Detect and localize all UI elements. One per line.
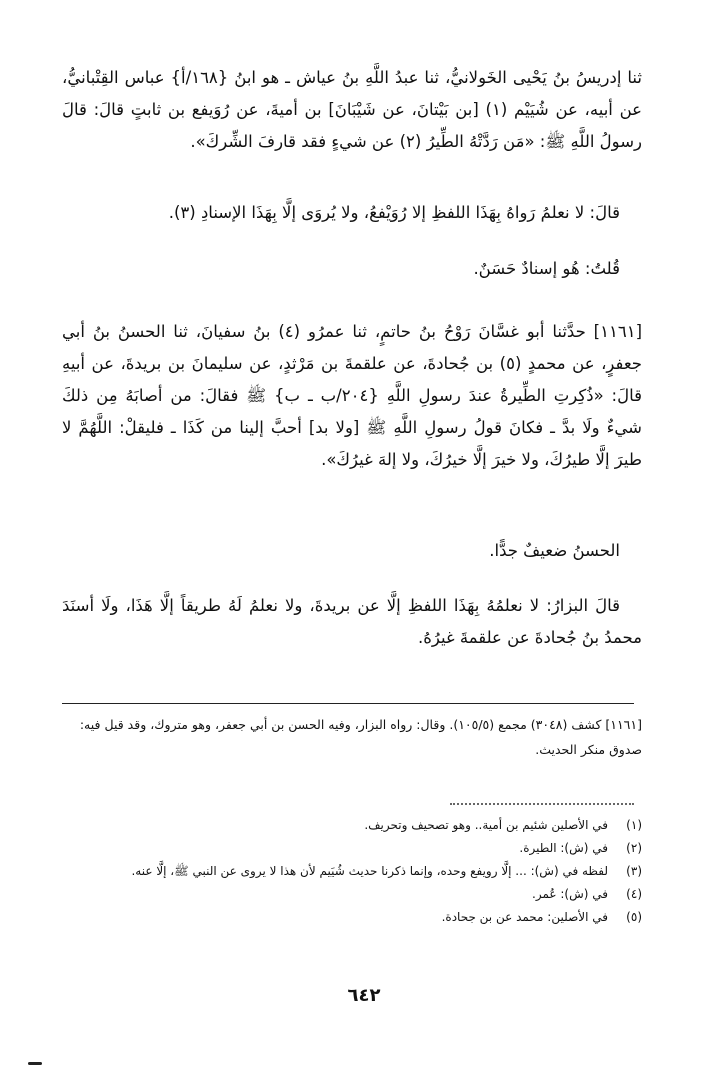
footnote-number: (٥) [626, 910, 642, 924]
author-grading-1 [62, 253, 642, 285]
footnote-number: (٣) [626, 864, 642, 878]
hadith-1161-text: [١١٦١] حدَّثنا أبو غسَّانَ رَوْحُ بنُ حاتمٍ، ثنا عمرُو (٤) بنُ سفيانَ، ثنا الحسنُ بنُ أبي جعفرٍ، عن محمدٍ (٥) بن جُحادةَ، عن علقمةَ بن مَرْثدٍ، عن سليمانَ بن بريدةَ، عن أبيهِ قالَ: «ذُكِرتِ الطِّيرةُ عندَ رسولِ اللَّهِ {٢٠٤/ب ـ ب} ﷺ فقالَ: من أصابَهُ مِن ذلكَ شيءٌ ولَا بدَّ ـ فكانَ قولُ رسولِ اللَّهِ ﷺ [ولا بد] أحبَّ إلينا من كَذَا ـ فليقلْ: اللَّهُمَّ لا طيرَ إلَّا طيرُكَ، ولا خيرَ إلَّا خيرُكَ، ولا إلهَ غيرُكَ». [62, 322, 643, 469]
bazzar-comment-2 [62, 590, 642, 654]
footnotes-list [62, 814, 642, 929]
footnote-text: في الأصلين: محمد عن بن جحادة. [441, 910, 608, 924]
scan-mark [28, 1062, 42, 1065]
footnote-text: في (ش): الطيرة. [519, 841, 608, 855]
dotted-separator [450, 803, 634, 805]
footnote-item [62, 837, 642, 860]
footnote-number: (٤) [626, 887, 642, 901]
isnad-paragraph: ثنا إدريسُ بنُ يَحْيى الخَولانيُّ، ثنا عبدُ اللَّهِ بنُ عياش ـ هو ابنُ {١٦٨/أ} عباس القِتْبانيُّ، عن أبيه، عن شُيَيْم (١) [بن بَيْتانَ، عن شَيْبَانَ] بن أميةَ، عن رُوَيفع بن ثابتٍ قالَ: قالَ رسولُ اللَّهِ ﷺ: «مَن رَدَّتْهُ الطِّيرُ (٢) عن شيءٍ فقد قارفَ الشِّركَ». [62, 68, 642, 151]
footnote-text: في (ش): عُمر. [532, 887, 608, 901]
bazzar-comment-text: قالَ: لا نعلمُ رَواهُ بِهَذَا اللفظِ إلا رُوَيْفعُ، ولا يُروَى إلَّا بِهَذَا الإسنادِ (٣). [168, 203, 620, 222]
footnote-item [62, 814, 642, 837]
grading-text: قُلتُ: هُو إسنادٌ حَسَنٌ. [473, 259, 620, 278]
bazzar-comment-1 [62, 197, 642, 229]
grading-text-2: الحسنُ ضعيفٌ جدًّا. [489, 541, 620, 560]
footnote-item [62, 906, 642, 929]
hadith-1161 [62, 316, 642, 476]
footnote-item [62, 883, 642, 906]
page-number: ٦٤٢ [347, 985, 381, 1006]
hadith-1160-continuation [62, 62, 642, 158]
footnote-number: (٢) [626, 841, 642, 855]
bazzar-comment-text-2: قالَ البزارُ: لا نعلمُهُ بِهَذَا اللفظِ إلَّا عن بريدةَ، ولا نعلمُ لَهُ طريقاً إلَّا هَذَا، ولَا أسنَدَ محمدُ بنُ جُحادةَ عن علقمةَ غيرُهُ. [62, 596, 642, 647]
footnote-text: لفظه في (ش): ... إلَّا رويفع وحده، وإنما ذكرنا حديث شُيَيم لأن هذا لا يروى عن النبي ﷺ، إلَّا عنه. [131, 864, 608, 878]
footnote-text: في الأصلين شئيم بن أمية.. وهو تصحيف وتحريف. [364, 818, 608, 832]
footnote-number: (١) [626, 818, 642, 832]
takhrij-note [62, 712, 642, 762]
footnote-separator [62, 703, 634, 704]
takhrij-text: [١١٦١] كشف (٣٠٤٨) مجمع (١٠٥/٥). وقال: رواه البزار، وفيه الحسن بن أبي جعفر، وهو متروك، وقد قيل فيه: صدوق منكر الحديث. [79, 717, 642, 757]
author-grading-2 [62, 535, 642, 567]
footnote-item [62, 860, 642, 883]
